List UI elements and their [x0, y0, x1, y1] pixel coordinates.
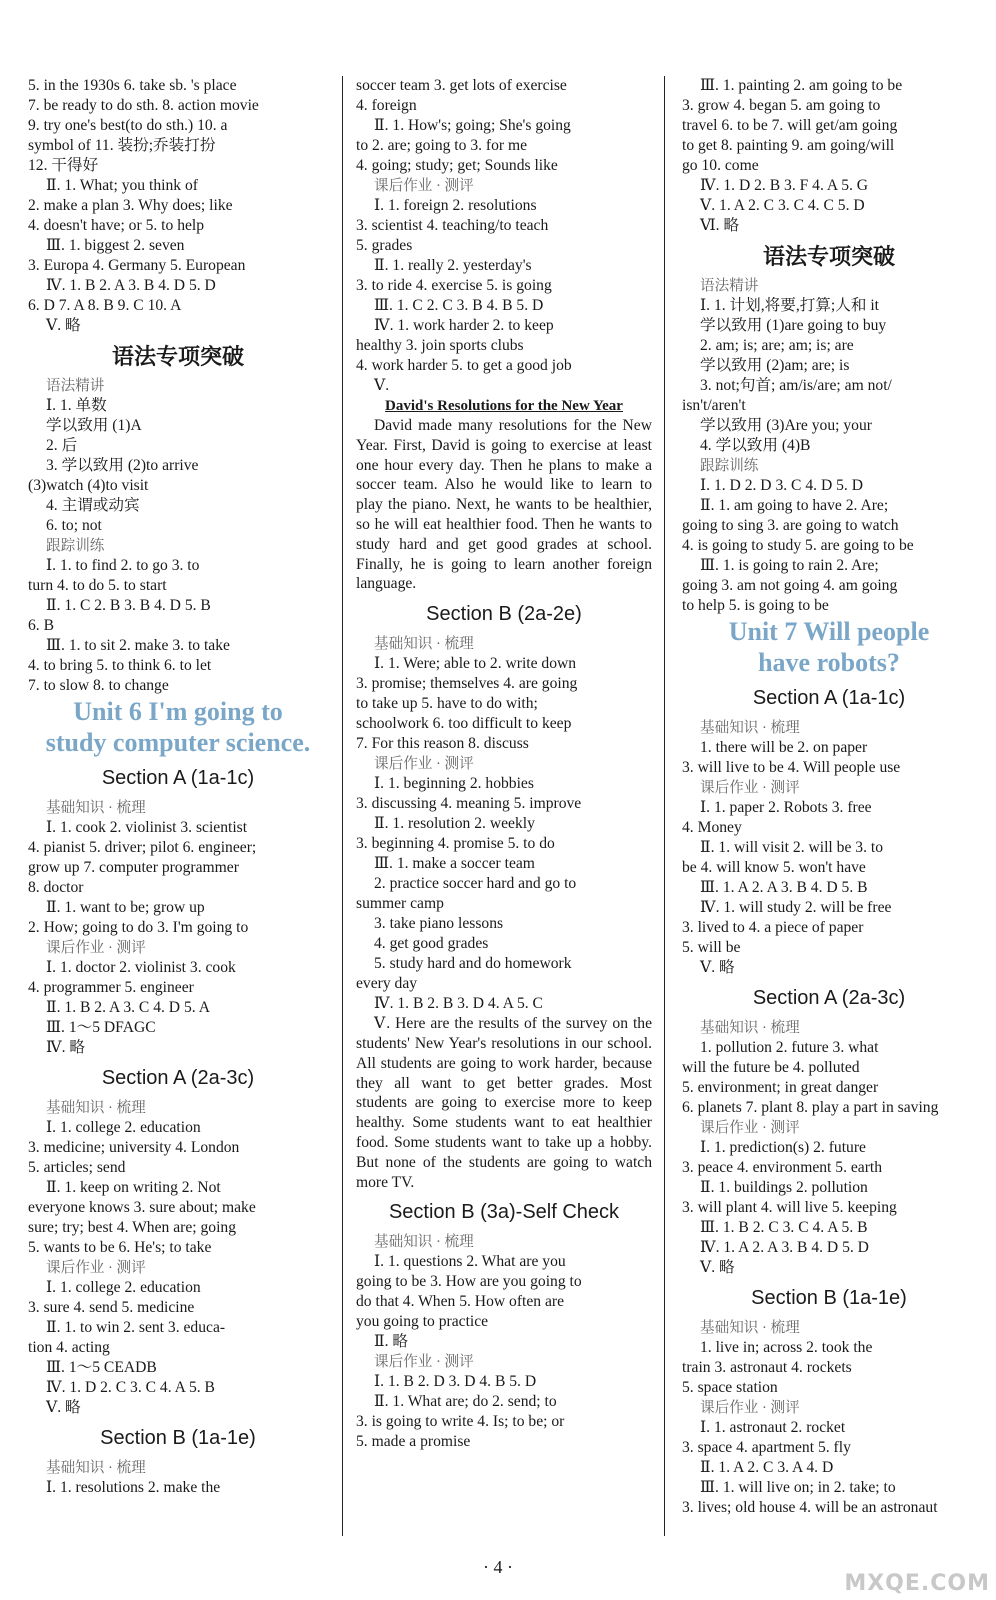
answer-line: do that 4. When 5. How often are [356, 1293, 565, 1311]
answer-line: 4. foreign [356, 97, 417, 114]
section-label: 语法精讲 [700, 278, 759, 294]
answer-line: 3. beginning 4. promise 5. to do [356, 835, 555, 853]
section-label: 课后作业 · 测评 [700, 1400, 800, 1416]
answer-line-indented: Ⅳ. 1. D 2. B 3. F 4. A 5. G [700, 177, 869, 194]
answer-line: 6. B [28, 617, 54, 634]
answer-line: to help 5. is going to be [682, 597, 829, 614]
section-label: 基础知识 · 梳理 [374, 1234, 474, 1251]
answer-line-indented: Ⅲ. 1. B 2. C 3. C 4. A 5. B [700, 1219, 868, 1236]
answer-line: soccer team 3. get lots of exercise [356, 77, 567, 94]
answer-line: every day [356, 975, 418, 993]
answer-line-indented: Ⅱ. 1. will visit 2. will be 3. to [700, 839, 883, 856]
watermark: MXQE.COM [844, 1571, 990, 1596]
passage-paragraph: David made many resolutions for the New Year. First, David is going to exercise at least one hour every day. Then he plans to make a soccer team. Also he would like to learn to play the piano. Next, he wants to be healthier, so he will eat healthier food. Then he wants to study hard and get good grades at school. Finally, he is going to learn another foreign language. [356, 417, 652, 593]
section-heading: Section B (1a-1e) [751, 1287, 907, 1309]
section-label: 跟踪训练 [700, 458, 759, 474]
answer-line-indented: Ⅴ. [374, 377, 390, 394]
answer-line: 5. articles; send [28, 1159, 126, 1176]
answer-line-indented: 学以致用 (3)Are you; your [700, 417, 872, 434]
answer-line: 8. doctor [28, 879, 84, 896]
answer-line-indented: Ⅰ. 1. questions 2. What are you [374, 1253, 566, 1271]
section-label: 基础知识 · 梳理 [46, 1100, 146, 1116]
answer-line: 3. grow 4. began 5. am going to [682, 97, 881, 114]
answer-line-indented: Ⅰ. 1. astronaut 2. rocket [700, 1419, 846, 1436]
section-label: 基础知识 · 梳理 [374, 636, 474, 653]
answer-line: 4. Money [682, 819, 742, 836]
answer-line: 3. scientist 4. teaching/to teach [356, 217, 549, 234]
answer-line: 2. make a plan 3. Why does; like [28, 197, 233, 214]
answer-line-indented: Ⅱ. 1. really 2. yesterday's [374, 257, 532, 274]
answer-line-indented: 2. 后 [46, 437, 78, 454]
answer-line-indented: Ⅰ. 1. resolutions 2. make the [46, 1479, 221, 1496]
answer-line-indented: Ⅱ. 1. buildings 2. pollution [700, 1179, 868, 1196]
answer-line-indented: Ⅱ. 1. B 2. A 3. C 4. D 5. A [46, 999, 210, 1016]
answer-line: 7. For this reason 8. discuss [356, 735, 529, 753]
answer-line-indented: Ⅴ. 略 [700, 1259, 735, 1276]
answer-line-indented: Ⅳ. 1. will study 2. will be free [700, 899, 892, 916]
answer-line-indented: Ⅱ. 1. C 2. B 3. B 4. D 5. B [46, 597, 211, 614]
answer-line: 5. made a promise [356, 1433, 471, 1451]
section-label: 课后作业 · 测评 [374, 1354, 474, 1371]
answer-line-indented: 学以致用 (1)A [46, 417, 142, 434]
answer-line-indented: Ⅰ. 1. Were; able to 2. write down [374, 655, 577, 673]
answer-line: you going to practice [356, 1313, 489, 1331]
answer-line: going to be 3. How are you going to [356, 1273, 582, 1291]
answer-line-indented: Ⅴ. 略 [46, 317, 81, 334]
grammar-heading: 语法专项突破 [111, 344, 244, 369]
answer-line: to 2. are; going to 3. for me [356, 137, 528, 154]
answer-line-indented: Ⅳ. 1. B 2. A 3. B 4. D 5. D [46, 277, 216, 294]
answer-line: 5. will be [682, 939, 741, 956]
answer-line-indented: Ⅲ. 1. to sit 2. make 3. to take [46, 637, 230, 654]
section-heading: Section B (3a)-Self Check [388, 1201, 620, 1224]
answer-line-indented: 学以致用 (2)am; are; is [700, 357, 850, 374]
answer-line: 7. to slow 8. to change [28, 677, 169, 694]
section-label: 课后作业 · 测评 [46, 1260, 146, 1276]
answer-line-indented: Ⅰ. 1. 单数 [46, 397, 107, 414]
answer-line: 3. lived to 4. a piece of paper [682, 919, 864, 936]
answer-line-indented: 2. practice soccer hard and go to [374, 875, 577, 893]
answer-line-indented: Ⅱ. 1. What are; do 2. send; to [374, 1393, 557, 1411]
answer-line-indented: Ⅲ. 1～5 DFAGC [46, 1019, 156, 1036]
section-label: 跟踪训练 [46, 538, 105, 554]
answer-line-indented: 4. 学以致用 (4)B [700, 437, 811, 454]
answer-line-indented: Ⅳ. 1. A 2. A 3. B 4. D 5. D [700, 1239, 869, 1256]
answer-column-3 [682, 76, 976, 1518]
section-label: 课后作业 · 测评 [374, 178, 474, 194]
unit-heading: Unit 6 I'm going to [73, 697, 283, 726]
answer-line: 4. going; study; get; Sounds like [356, 157, 558, 174]
answer-column-2 [356, 76, 665, 1536]
answer-line: 4. pianist 5. driver; pilot 6. engineer; [28, 839, 257, 856]
answer-line: going 3. am not going 4. am going [682, 577, 898, 594]
answer-line-indented: Ⅴ. 1. A 2. C 3. C 4. C 5. D [700, 197, 865, 214]
answer-line-indented: 6. to; not [46, 517, 102, 534]
answer-line-indented: Ⅰ. 1. doctor 2. violinist 3. cook [46, 959, 236, 976]
answer-line: 3. lives; old house 4. will be an astronaut [682, 1499, 938, 1516]
answer-line-indented: Ⅲ. 1. painting 2. am going to be [700, 77, 903, 94]
section-heading: Section A (1a-1c) [101, 767, 255, 789]
answer-line: 6. planets 7. plant 8. play a part in saving [682, 1099, 939, 1116]
section-label: 语法精讲 [46, 378, 105, 394]
answer-line: 3. will live to be 4. Will people use [682, 759, 901, 776]
section-heading: Section B (2a-2e) [426, 603, 582, 626]
answer-line: 3. peace 4. environment 5. earth [682, 1159, 883, 1176]
section-label: 课后作业 · 测评 [46, 940, 146, 956]
answer-line: 3. space 4. apartment 5. fly [682, 1439, 851, 1456]
answer-line-indented: 1. pollution 2. future 3. what [700, 1039, 879, 1056]
answer-line: 5. wants to be 6. He's; to take [28, 1239, 212, 1256]
answer-line-indented: Ⅱ. 1. keep on writing 2. Not [46, 1179, 221, 1196]
answer-line: 4. to bring 5. to think 6. to let [28, 657, 212, 674]
answer-line-indented: Ⅱ. 1. to win 2. sent 3. educa- [46, 1319, 226, 1336]
section-label: 基础知识 · 梳理 [46, 1460, 146, 1476]
answer-line: will the future be 4. polluted [682, 1059, 860, 1076]
answer-line: 12. 干得好 [28, 157, 99, 174]
answer-line-indented: Ⅱ. 1. am going to have 2. Are; [700, 497, 889, 514]
answer-line: 3. to ride 4. exercise 5. is going [356, 277, 552, 294]
answer-line: schoolwork 6. too difficult to keep [356, 715, 572, 733]
answer-line-indented: 3. take piano lessons [374, 915, 504, 933]
answer-line-indented: 4. 主谓或动宾 [46, 497, 140, 514]
answer-line-indented: Ⅰ. 1. college 2. education [46, 1119, 201, 1136]
grammar-heading: 语法专项突破 [762, 244, 895, 269]
unit-heading: study computer science. [45, 728, 311, 757]
answer-line: go 10. come [682, 157, 759, 174]
answer-line: healthy 3. join sports clubs [356, 337, 524, 354]
section-label: 基础知识 · 梳理 [700, 1020, 800, 1036]
section-label: 课后作业 · 测评 [700, 1120, 800, 1136]
answer-line: be 4. will know 5. won't have [682, 859, 866, 876]
section-heading: Section B (1a-1e) [100, 1427, 256, 1449]
answer-line-indented: Ⅰ. 1. B 2. D 3. D 4. B 5. D [374, 1373, 537, 1391]
answer-line: 4. programmer 5. engineer [28, 979, 194, 996]
answer-line: 3. Europa 4. Germany 5. European [28, 257, 246, 274]
answer-line-indented: Ⅲ. 1. biggest 2. seven [46, 237, 185, 254]
answer-line: symbol of 11. 装扮;乔装打扮 [28, 137, 216, 154]
answer-line: 3. promise; themselves 4. are going [356, 675, 578, 693]
answer-line-indented: Ⅳ. 略 [46, 1039, 85, 1056]
answer-line-indented: Ⅲ. 1. C 2. C 3. B 4. B 5. D [374, 297, 544, 314]
section-label: 课后作业 · 测评 [700, 780, 800, 796]
answer-line-indented: Ⅱ. 1. How's; going; She's going [374, 117, 571, 134]
answer-line-indented: 3. 学以致用 (2)to arrive [46, 457, 199, 474]
answer-line-indented: Ⅳ. 1. B 2. B 3. D 4. A 5. C [374, 995, 543, 1013]
answer-line-indented: Ⅰ. 1. 计划,将要,打算;人和 it [700, 297, 879, 314]
answer-line: 5. in the 1930s 6. take sb. 's place [28, 77, 237, 94]
answer-line-indented: Ⅲ. 1. is going to rain 2. Are; [700, 557, 879, 574]
answer-line-indented: Ⅴ. 略 [46, 1399, 81, 1416]
answer-column-1 [28, 76, 343, 1536]
answer-line: 3. discussing 4. meaning 5. improve [356, 795, 582, 813]
answer-line: 4. is going to study 5. are going to be [682, 537, 914, 554]
answer-line: 3. medicine; university 4. London [28, 1139, 240, 1156]
answer-line: (3)watch (4)to visit [28, 477, 149, 494]
answer-line: isn't/aren't [682, 397, 746, 414]
unit-heading: Unit 7 Will people [728, 617, 930, 646]
section-label: 基础知识 · 梳理 [700, 720, 800, 736]
answer-line: summer camp [356, 895, 444, 913]
answer-line: 4. doesn't have; or 5. to help [28, 217, 205, 234]
answer-line: 4. work harder 5. to get a good job [356, 357, 572, 374]
answer-line-indented: 学以致用 (1)are going to buy [700, 317, 887, 334]
section-label: 基础知识 · 梳理 [700, 1320, 800, 1336]
answer-line-indented: Ⅳ. 1. work harder 2. to keep [374, 317, 554, 334]
answer-line-indented: Ⅱ. 略 [374, 1333, 408, 1351]
answer-line: 6. D 7. A 8. B 9. C 10. A [28, 297, 182, 314]
answer-line-indented: Ⅲ. 1. A 2. A 3. B 4. D 5. B [700, 879, 868, 896]
answer-line-indented: 5. study hard and do homework [374, 955, 572, 973]
answer-line-indented: Ⅱ. 1. resolution 2. weekly [374, 815, 535, 833]
answer-line-indented: Ⅴ. 略 [700, 959, 735, 976]
answer-line: sure; try; best 4. When are; going [28, 1219, 237, 1236]
answer-line-indented: Ⅰ. 1. D 2. D 3. C 4. D 5. D [700, 477, 863, 494]
answer-line-indented: 1. live in; across 2. took the [700, 1339, 873, 1356]
answer-line-indented: 2. am; is; are; am; is; are [700, 337, 854, 354]
passage-paragraph: Ⅴ. Here are the results of the survey on the students' New Year's resolutions in our school. All students are going to work harder, because they all want to get better grades. Most students are going to exercise more to keep healthy. Some students want to eat healthier food. Some students want to take up a hobby. But none of the students are going to watch more TV. [356, 1015, 652, 1191]
answer-line: 3. sure 4. send 5. medicine [28, 1299, 195, 1316]
answer-line: going to sing 3. are going to watch [682, 517, 899, 534]
section-label: 课后作业 · 测评 [374, 756, 474, 773]
answer-line: turn 4. to do 5. to start [28, 577, 167, 594]
answer-line: 5. grades [356, 237, 413, 254]
section-label: 基础知识 · 梳理 [46, 800, 146, 816]
answer-line-indented: Ⅰ. 1. prediction(s) 2. future [700, 1139, 866, 1156]
answer-line: 5. space station [682, 1379, 778, 1396]
answer-line: to take up 5. have to do with; [356, 695, 538, 713]
answer-line-indented: Ⅰ. 1. college 2. education [46, 1279, 201, 1296]
answer-line: 9. try one's best(to do sth.) 10. a [28, 117, 228, 134]
answer-line: 5. environment; in great danger [682, 1079, 879, 1096]
answer-line-indented: Ⅰ. 1. foreign 2. resolutions [374, 197, 537, 214]
answer-line-indented: 1. there will be 2. on paper [700, 739, 868, 756]
answer-line-indented: Ⅰ. 1. cook 2. violinist 3. scientist [46, 819, 248, 836]
answer-line: train 3. astronaut 4. rockets [682, 1359, 852, 1376]
answer-line: travel 6. to be 7. will get/am going [682, 117, 898, 134]
answer-line-indented: Ⅰ. 1. paper 2. Robots 3. free [700, 799, 872, 816]
section-heading: Section A (1a-1c) [752, 687, 906, 709]
answer-line-indented: Ⅰ. 1. beginning 2. hobbies [374, 775, 534, 793]
answer-line-indented: Ⅵ. 略 [700, 217, 740, 234]
answer-line-indented: Ⅱ. 1. want to be; grow up [46, 899, 205, 916]
answer-line-indented: Ⅲ. 1～5 CEADB [46, 1359, 157, 1376]
section-heading: Section A (2a-3c) [101, 1067, 255, 1089]
answer-line: tion 4. acting [28, 1339, 110, 1356]
answer-line-indented: Ⅱ. 1. What; you think of [46, 177, 198, 194]
answer-line: grow up 7. computer programmer [28, 859, 239, 876]
passage-title: David's Resolutions for the New Year [385, 398, 623, 414]
answer-line: everyone knows 3. sure about; make [28, 1199, 256, 1216]
answer-line: 7. be ready to do sth. 8. action movie [28, 97, 259, 114]
answer-line-indented: 3. not;句首; am/is/are; am not/ [700, 377, 892, 394]
answer-line-indented: Ⅰ. 1. to find 2. to go 3. to [46, 557, 200, 574]
answer-line-indented: Ⅳ. 1. D 2. C 3. C 4. A 5. B [46, 1379, 215, 1396]
answer-line: 3. is going to write 4. Is; to be; or [356, 1413, 565, 1431]
answer-line-indented: Ⅲ. 1. will live on; in 2. take; to [700, 1479, 896, 1496]
answer-line: 3. will plant 4. will live 5. keeping [682, 1199, 897, 1216]
answer-line-indented: 4. get good grades [374, 935, 489, 953]
answer-line-indented: Ⅱ. 1. A 2. C 3. A 4. D [700, 1459, 834, 1476]
unit-heading: have robots? [758, 648, 900, 677]
answer-line-indented: Ⅲ. 1. make a soccer team [374, 855, 535, 873]
section-heading: Section A (2a-3c) [752, 987, 906, 1009]
answer-line: 2. How; going to do 3. I'm going to [28, 919, 249, 936]
answer-line: to get 8. painting 9. am going/will [682, 137, 895, 154]
page-number: · 4 · [483, 1557, 513, 1577]
